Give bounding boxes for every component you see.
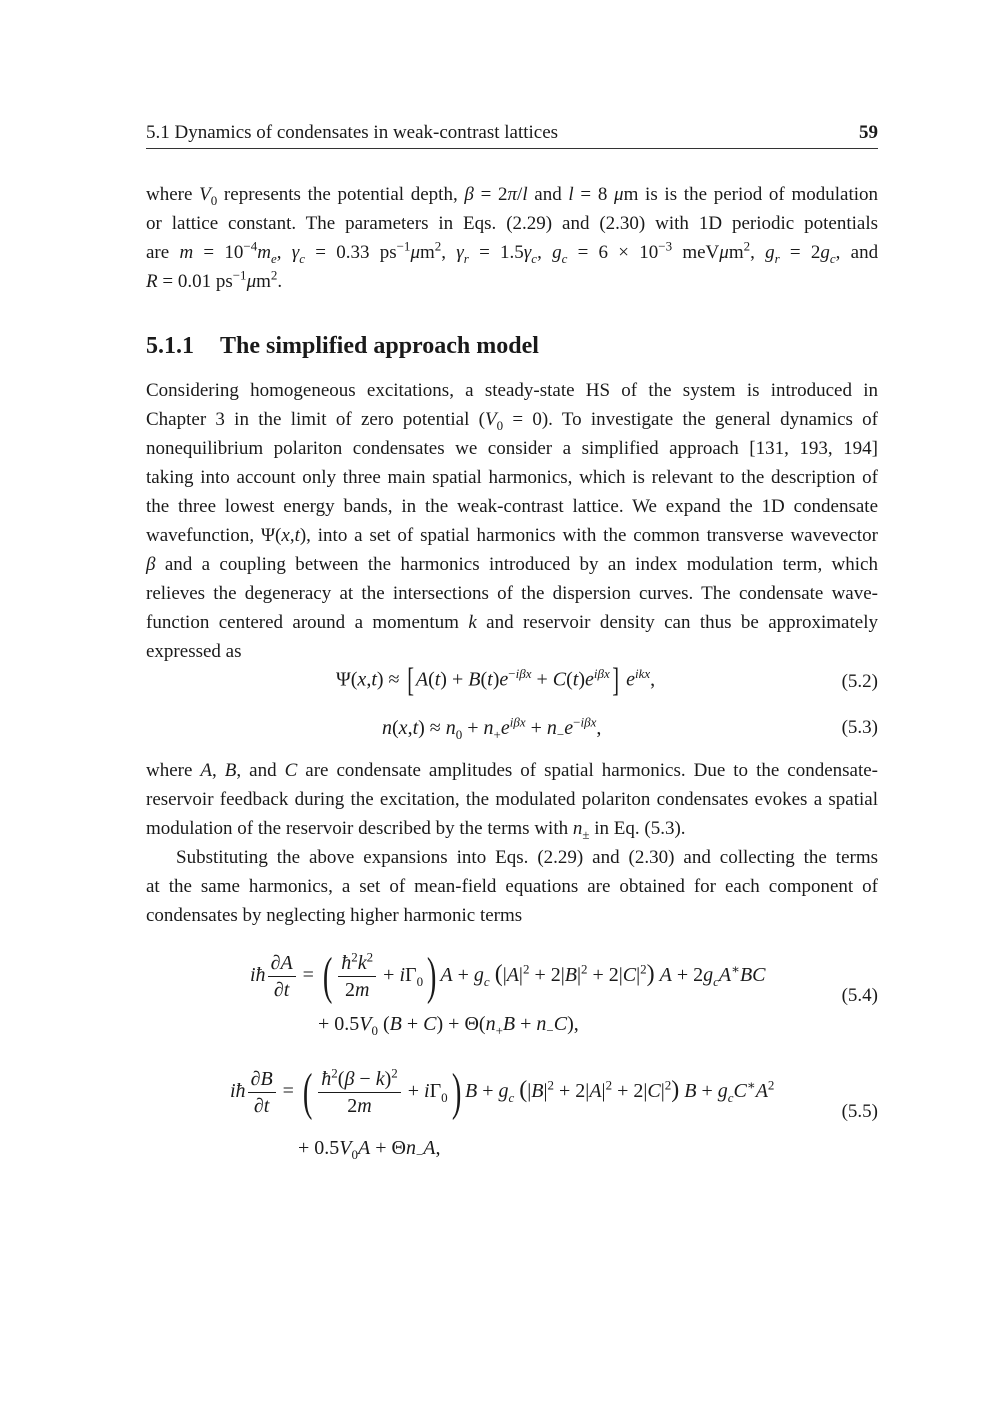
p2-line-3: modulation of the reservoir described by the terms with $n_\pm$ in Eq. (5.3). xyxy=(146,818,686,842)
p1-line-4: taking into account only three main spatial harmonics, which is relevant to the description of xyxy=(146,467,878,488)
p3-line-1: Substituting the above expansions into Eqs. (2.29) and (2.30) and collecting the terms xyxy=(176,847,878,868)
p1-line-3: nonequilibrium polariton condensates we consider a simplified approach [131, 193, 194] xyxy=(146,438,878,459)
p2-line-2: reservoir feedback during the excitation, the modulated polariton condensates evokes a spatial xyxy=(146,789,878,810)
p1-line-5: the three lowest energy bands, in the weak-contrast lattice. We expand the 1D condensate xyxy=(146,496,878,517)
section-title: The simplified approach model xyxy=(220,333,539,359)
equation-number-5-3: (5.3) xyxy=(841,717,878,738)
section-heading xyxy=(146,330,539,362)
p3-line-3: condensates by neglecting higher harmonic terms xyxy=(146,905,523,926)
running-head-title: 5.1 Dynamics of condensates in weak-contrast lattices xyxy=(146,122,559,143)
intro-line-4: R = 0.01 $ps^{-1}\mu m^2$. xyxy=(146,267,283,292)
equation-5-5-line-2: + $0.5V_0A + \Theta n_-A$, xyxy=(298,1137,441,1162)
equation-number-5-5: (5.5) xyxy=(841,1101,878,1122)
p1-line-6: wavefunction, Ψ(x,t), into a set of spatial harmonics with the common transverse wavevector xyxy=(146,525,879,546)
paragraph-1 xyxy=(146,376,878,666)
equation-5-2: Ψ(x,t) ≈ [ $A(t) + B(t)e^{-i\beta x} + C(t)e^{i\beta x}$] $e^{ikx}$, xyxy=(336,662,656,699)
equation-5-3: $n(x,t) \approx n_0 + n_+e^{i\beta x} + n_-e^{-i\beta x}$, xyxy=(382,714,602,742)
intro-paragraph xyxy=(146,180,878,296)
section-number: 5.1.1 xyxy=(146,333,194,359)
p1-line-1: Considering homogeneous excitations, a steady-state HS of the system is introduced in xyxy=(146,380,878,401)
p1-line-2: Chapter 3 in the limit of zero potential $(V_0 = 0)$. To investigate the general dynamics of xyxy=(146,409,878,433)
equation-5-4-line-1: iħ $\frac{\partial A}{\partial t}$ = ( $\frac{ħ^2k^2}{2m}$ + $i\Gamma_0$) $A + g_c$ $(|A|^2 + 2|B|^2 + 2|C|^2) A + 2g_cA^∗BC$ xyxy=(250,947,766,1005)
paragraph-2 xyxy=(146,756,878,843)
equation-5-4-line-2: + $0.5V_0$ $(B + C) + \Theta(n_+B + n_-C)$, xyxy=(318,1013,579,1038)
page-number: 59 xyxy=(859,122,878,143)
p1-line-10: expressed as xyxy=(146,641,242,662)
paragraph-3 xyxy=(146,843,878,930)
p1-line-8: relieves the degeneracy at the intersections of the dispersion curves. The condensate wave- xyxy=(146,583,878,604)
intro-line-3: are $m = 10^{-4}m_e$, $\gamma_c = 0.33$ $ps^{-1}\mu m^2$, $\gamma_r = 1.5\gamma_c$, $g_c = 6 \times 10^{-3}$ meVμm$^2$, $g_r = 2g_c$, and xyxy=(146,238,879,266)
equation-number-5-2: (5.2) xyxy=(841,671,878,692)
equation-number-5-4: (5.4) xyxy=(841,985,878,1006)
running-head xyxy=(146,120,878,149)
p1-line-7: β and a coupling between the harmonics introduced by an index modulation term, which xyxy=(146,554,878,575)
equation-5-5-line-1: iħ $\frac{\partial B}{\partial t}$ = ( $\frac{ħ^2(\beta - k)^2}{2m}$ + $i\Gamma_0$) $B + g_c$ $(|B|^2 + 2|A|^2 + 2|C|^2) B + g_cC^∗A^2$ xyxy=(230,1063,775,1121)
intro-line-2: or lattice constant. The parameters in Eqs. (2.29) and (2.30) with 1D periodic potentials xyxy=(146,213,878,234)
p3-line-2: at the same harmonics, a set of mean-field equations are obtained for each component of xyxy=(146,876,878,897)
p2-line-1: where A, B, and C are condensate amplitudes of spatial harmonics. Due to the condensate- xyxy=(146,760,879,781)
intro-line-1: where $V_0$ represents the potential depth, β = 2π/l and l = 8 μm is is the period of modulation xyxy=(146,184,879,208)
p1-line-9: function centered around a momentum k and reservoir density can thus be approximately xyxy=(146,612,878,633)
